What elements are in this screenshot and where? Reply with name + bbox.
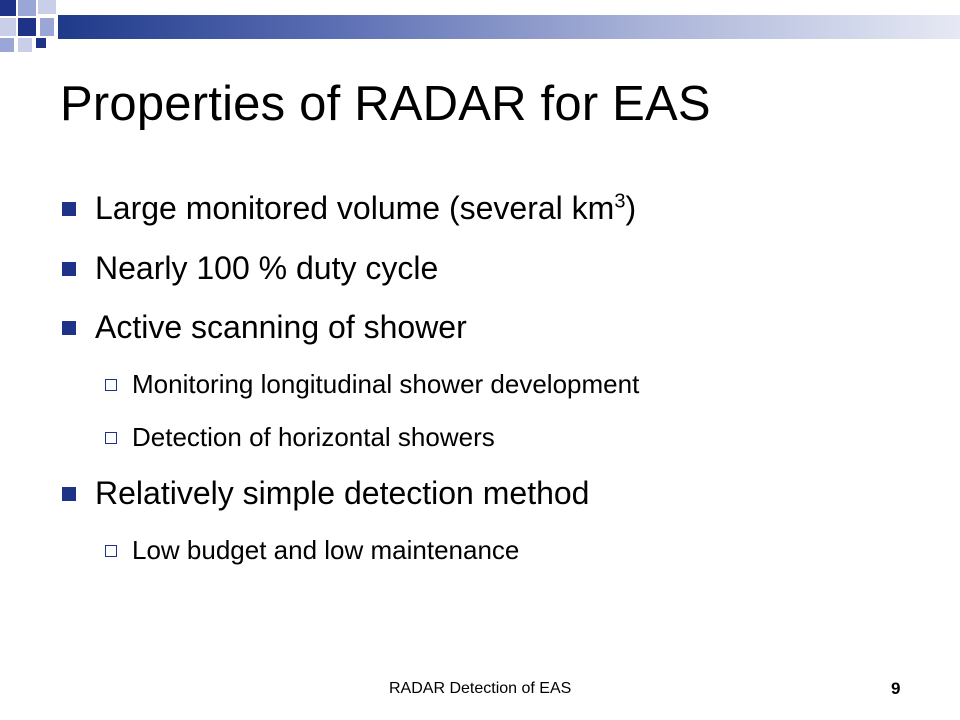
bullet-item: Nearly 100 % duty cycle <box>95 250 439 286</box>
sub-bullet-item: Detection of horizontal showers <box>132 422 495 452</box>
bullet-suffix: ) <box>625 190 637 226</box>
bullet-item <box>95 190 636 227</box>
hollow-square-icon <box>105 432 117 444</box>
superscript: 3 <box>614 190 626 213</box>
bullet-item: Active scanning of shower <box>95 309 467 345</box>
bullet-square-icon <box>62 262 76 276</box>
hollow-square-icon <box>105 545 117 557</box>
bullet-text: Large monitored volume (several km <box>95 190 615 226</box>
bullet-square-icon <box>62 202 76 216</box>
slide-footer: RADAR Detection of EAS <box>389 680 572 697</box>
bullet-item: Relatively simple detection method <box>95 475 590 511</box>
bullet-square-icon <box>62 487 76 501</box>
slide-title: Properties of RADAR for EAS <box>60 77 711 131</box>
bullet-square-icon <box>62 321 76 335</box>
hollow-square-icon <box>105 379 117 391</box>
page-number: 9 <box>891 679 901 698</box>
sub-bullet-item: Low budget and low maintenance <box>132 535 520 565</box>
sub-bullet-item: Monitoring longitudinal shower development <box>132 369 640 399</box>
